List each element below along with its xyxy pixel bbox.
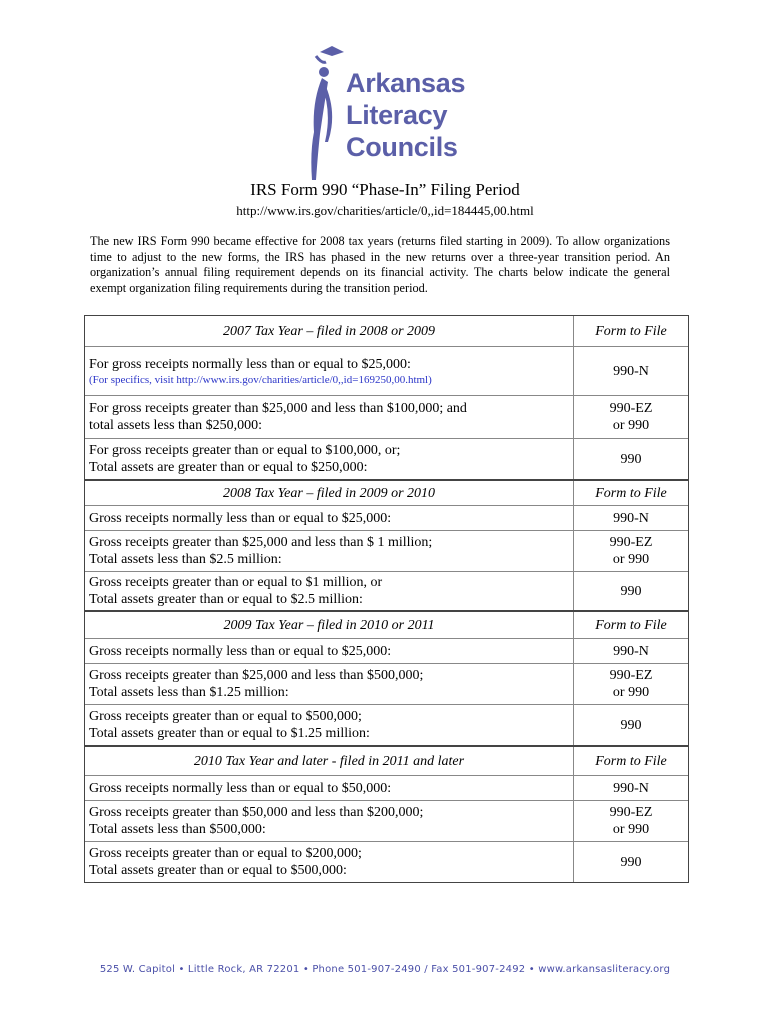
- section-header: 2009 Tax Year – filed in 2010 or 2011: [85, 612, 574, 638]
- table-row: [85, 439, 688, 479]
- table-row: [85, 664, 688, 705]
- table-row: [85, 572, 688, 610]
- condition-line: Total assets are greater than or equal to $250,000:: [89, 460, 368, 475]
- form-value: 990-EZ: [609, 535, 653, 550]
- table-row: [85, 842, 688, 882]
- condition-line: Gross receipts normally less than or equal to $50,000:: [89, 780, 392, 796]
- form-value-alt: or 990: [612, 822, 650, 837]
- table-row: [85, 396, 688, 439]
- filing-requirements-table: [84, 315, 689, 883]
- table-row: [85, 705, 688, 745]
- section-header: 2010 Tax Year and later - filed in 2011 and later: [85, 747, 574, 775]
- form-value: 990: [620, 451, 642, 467]
- tax-year-section: [85, 316, 688, 481]
- table-row: [85, 776, 688, 801]
- section-header-row: [85, 747, 688, 776]
- tax-year-section: [85, 481, 688, 612]
- condition-line: Gross receipts normally less than or equal to $25,000:: [89, 643, 392, 659]
- page-title: IRS Form 990 “Phase-In” Filing Period: [250, 180, 520, 199]
- condition-line: Total assets less than $500,000:: [89, 822, 266, 837]
- table-row: [85, 639, 688, 664]
- form-value-alt: or 990: [612, 552, 650, 567]
- section-header: 2008 Tax Year – filed in 2009 or 2010: [85, 481, 574, 505]
- specifics-link[interactable]: (For specifics, visit http://www.irs.gov/charities/article/0,,id=169250,00.html): [89, 373, 432, 386]
- condition-line: Total assets greater than or equal to $2.5 million:: [89, 592, 363, 607]
- source-url[interactable]: http://www.irs.gov/charities/article/0,,id=184445,00.html: [236, 203, 534, 218]
- section-header-row: [85, 481, 688, 506]
- condition-line: For gross receipts normally less than or equal to $25,000:: [89, 356, 411, 372]
- section-header-row: [85, 316, 688, 347]
- form-header: Form to File: [595, 753, 667, 769]
- form-value: 990: [620, 583, 642, 599]
- condition-line: Total assets less than $1.25 million:: [89, 685, 289, 700]
- condition-line: Total assets greater than or equal to $1.25 million:: [89, 726, 370, 741]
- form-value-alt: or 990: [612, 418, 650, 433]
- section-header: 2007 Tax Year – filed in 2008 or 2009: [85, 316, 574, 346]
- form-value: 990-EZ: [609, 668, 653, 683]
- form-value: 990-N: [613, 780, 649, 796]
- condition-line: Gross receipts greater than $25,000 and less than $ 1 million;: [89, 535, 433, 550]
- condition-line: Gross receipts greater than $25,000 and less than $500,000;: [89, 668, 424, 683]
- form-header: Form to File: [595, 617, 667, 633]
- tax-year-section: [85, 747, 688, 882]
- condition-line: Total assets greater than or equal to $500,000:: [89, 863, 347, 878]
- table-row: [85, 801, 688, 842]
- form-header: Form to File: [595, 323, 667, 339]
- form-value: 990-N: [613, 510, 649, 526]
- form-value-alt: or 990: [612, 685, 650, 700]
- condition-line: For gross receipts greater than or equal to $100,000, or;: [89, 443, 401, 458]
- condition-line: Total assets less than $2.5 million:: [89, 552, 282, 567]
- logo-line-3: Councils: [346, 132, 458, 162]
- form-header: Form to File: [595, 485, 667, 501]
- form-value: 990-N: [613, 643, 649, 659]
- table-row: [85, 506, 688, 531]
- table-row: [85, 531, 688, 572]
- section-header-row: [85, 612, 688, 639]
- condition-line: Gross receipts normally less than or equal to $25,000:: [89, 510, 392, 526]
- form-value: 990: [620, 854, 642, 870]
- table-row: [85, 347, 688, 396]
- condition-line: Gross receipts greater than $50,000 and less than $200,000;: [89, 805, 424, 820]
- condition-line: For gross receipts greater than $25,000 and less than $100,000; and: [89, 401, 467, 416]
- form-value: 990-N: [613, 363, 649, 379]
- form-value: 990-EZ: [609, 805, 653, 820]
- logo-line-2: Literacy: [346, 100, 448, 130]
- condition-line: Gross receipts greater than or equal to $500,000;: [89, 709, 362, 724]
- logo: [298, 42, 498, 182]
- condition-line: total assets less than $250,000:: [89, 418, 263, 433]
- condition-line: Gross receipts greater than or equal to $200,000;: [89, 846, 362, 861]
- footer-contact: 525 W. Capitol • Little Rock, AR 72201 • Phone 501-907-2490 / Fax 501-907-2492 • www.arkansasliteracy.org: [99, 964, 671, 975]
- logo-line-1: Arkansas: [346, 68, 466, 98]
- tax-year-section: [85, 612, 688, 747]
- condition-line: Gross receipts greater than or equal to $1 million, or: [89, 575, 383, 590]
- form-value: 990: [620, 717, 642, 733]
- intro-paragraph: The new IRS Form 990 became effective for 2008 tax years (returns filed starting in 2009). To allow organizations time to adjust to the new forms, the IRS has phased in the new returns over a three-year transition period. An organization’s annual filing requirement depends on its financial activity. The charts below indicate the general exempt organization filing requirements during the transition period.: [90, 234, 670, 295]
- form-value: 990-EZ: [609, 401, 653, 416]
